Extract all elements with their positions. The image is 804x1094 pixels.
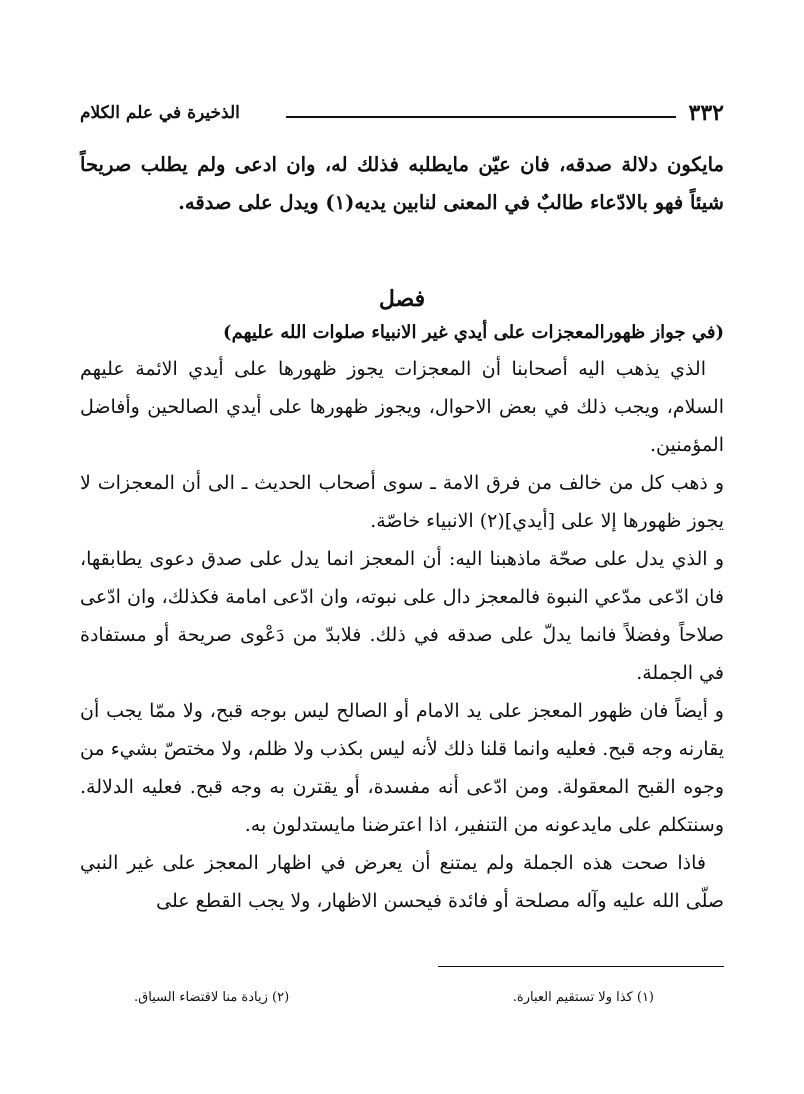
paragraph-1: الذي يذهب اليه أصحابنا أن المعجزات يجوز ظهورها على أيدي الائمة عليهم السلام، ويجب ذلك في بعض الاحوال، ويجوز ظهورها على أيدي الصالحين وأفاضل المؤمنين. bbox=[80, 358, 724, 456]
paragraph-5: فاذا صحت هذه الجملة ولم يمتنع أن يعرض في اظهار المعجز على غير النبي صلّى الله عليه وآله مصلحة أو فائدة فيحسن الاظهار، ولا يجب القطع على bbox=[80, 852, 724, 912]
header-rule bbox=[286, 116, 676, 118]
footnote-1: (١) كذا ولا تستقيم العبارة. bbox=[512, 990, 654, 1005]
paragraph-4: و أيضاً فان ظهور المعجز على يد الامام أو الصالح ليس بوجه قبح، ولا ممّا يجب أن يقارنه وجه قبح. فعليه وانما قلنا ذلك لأنه ليس بكذب ولا ظلم، ولا مختصّ بشيء من وجوه القبح المعقولة. ومن ادّعى أنه مفسدة، أو يقترن به وجه قبح. فعليه الدلالة. وسنتكلم على مايدعونه من التنفير، اذا اعترضنا مايستدلون به. bbox=[80, 700, 724, 836]
paragraph-3: و الذي يدل على صحّة ماذهبنا اليه: أن المعجز انما يدل على صدق دعوى يطابقها، فان ادّعى مدّعي النبوة فالمعجز دال على نبوته، وان ادّعى امامة فكذلك، وان ادّعى صلاحاً وفضلاً فانما يدلّ على صدقه في ذلك. فلابدّ من دَعْوى صريحة أو مستفادة في الجملة. bbox=[80, 548, 724, 684]
running-title: الذخيرة في علم الكلام bbox=[80, 103, 240, 123]
footnotes bbox=[134, 986, 654, 1010]
section-subtitle: (في جواز ظهورالمعجزات على أيدي غير الانبياء صلوات الله عليهم) bbox=[223, 322, 724, 343]
page-body bbox=[80, 146, 724, 920]
footnote-rule bbox=[438, 966, 724, 967]
running-header bbox=[80, 98, 724, 128]
paragraph-2: و ذهب كل من خالف من فرق الامة ـ سوى أصحاب الحديث ـ الى أن المعجزات لا يجوز ظهورها إلا على [أيدي](٢) الانبياء خاصّة. bbox=[80, 472, 724, 532]
footnote-2: (٢) زيادة منا لاقتضاء السياق. bbox=[134, 990, 290, 1005]
section-title: فصل bbox=[378, 286, 426, 312]
top-paragraph: مايكون دلالة صدقه، فان عيّن مايطلبه فذلك له، وان ادعى ولم يطلب صريحاً شيئاً فهو بالادّعاء طالبٌ في المعنى لنابين يديه(١) ويدل على صدقه. bbox=[80, 153, 724, 214]
page-number: ٣٣٢ bbox=[688, 100, 724, 126]
